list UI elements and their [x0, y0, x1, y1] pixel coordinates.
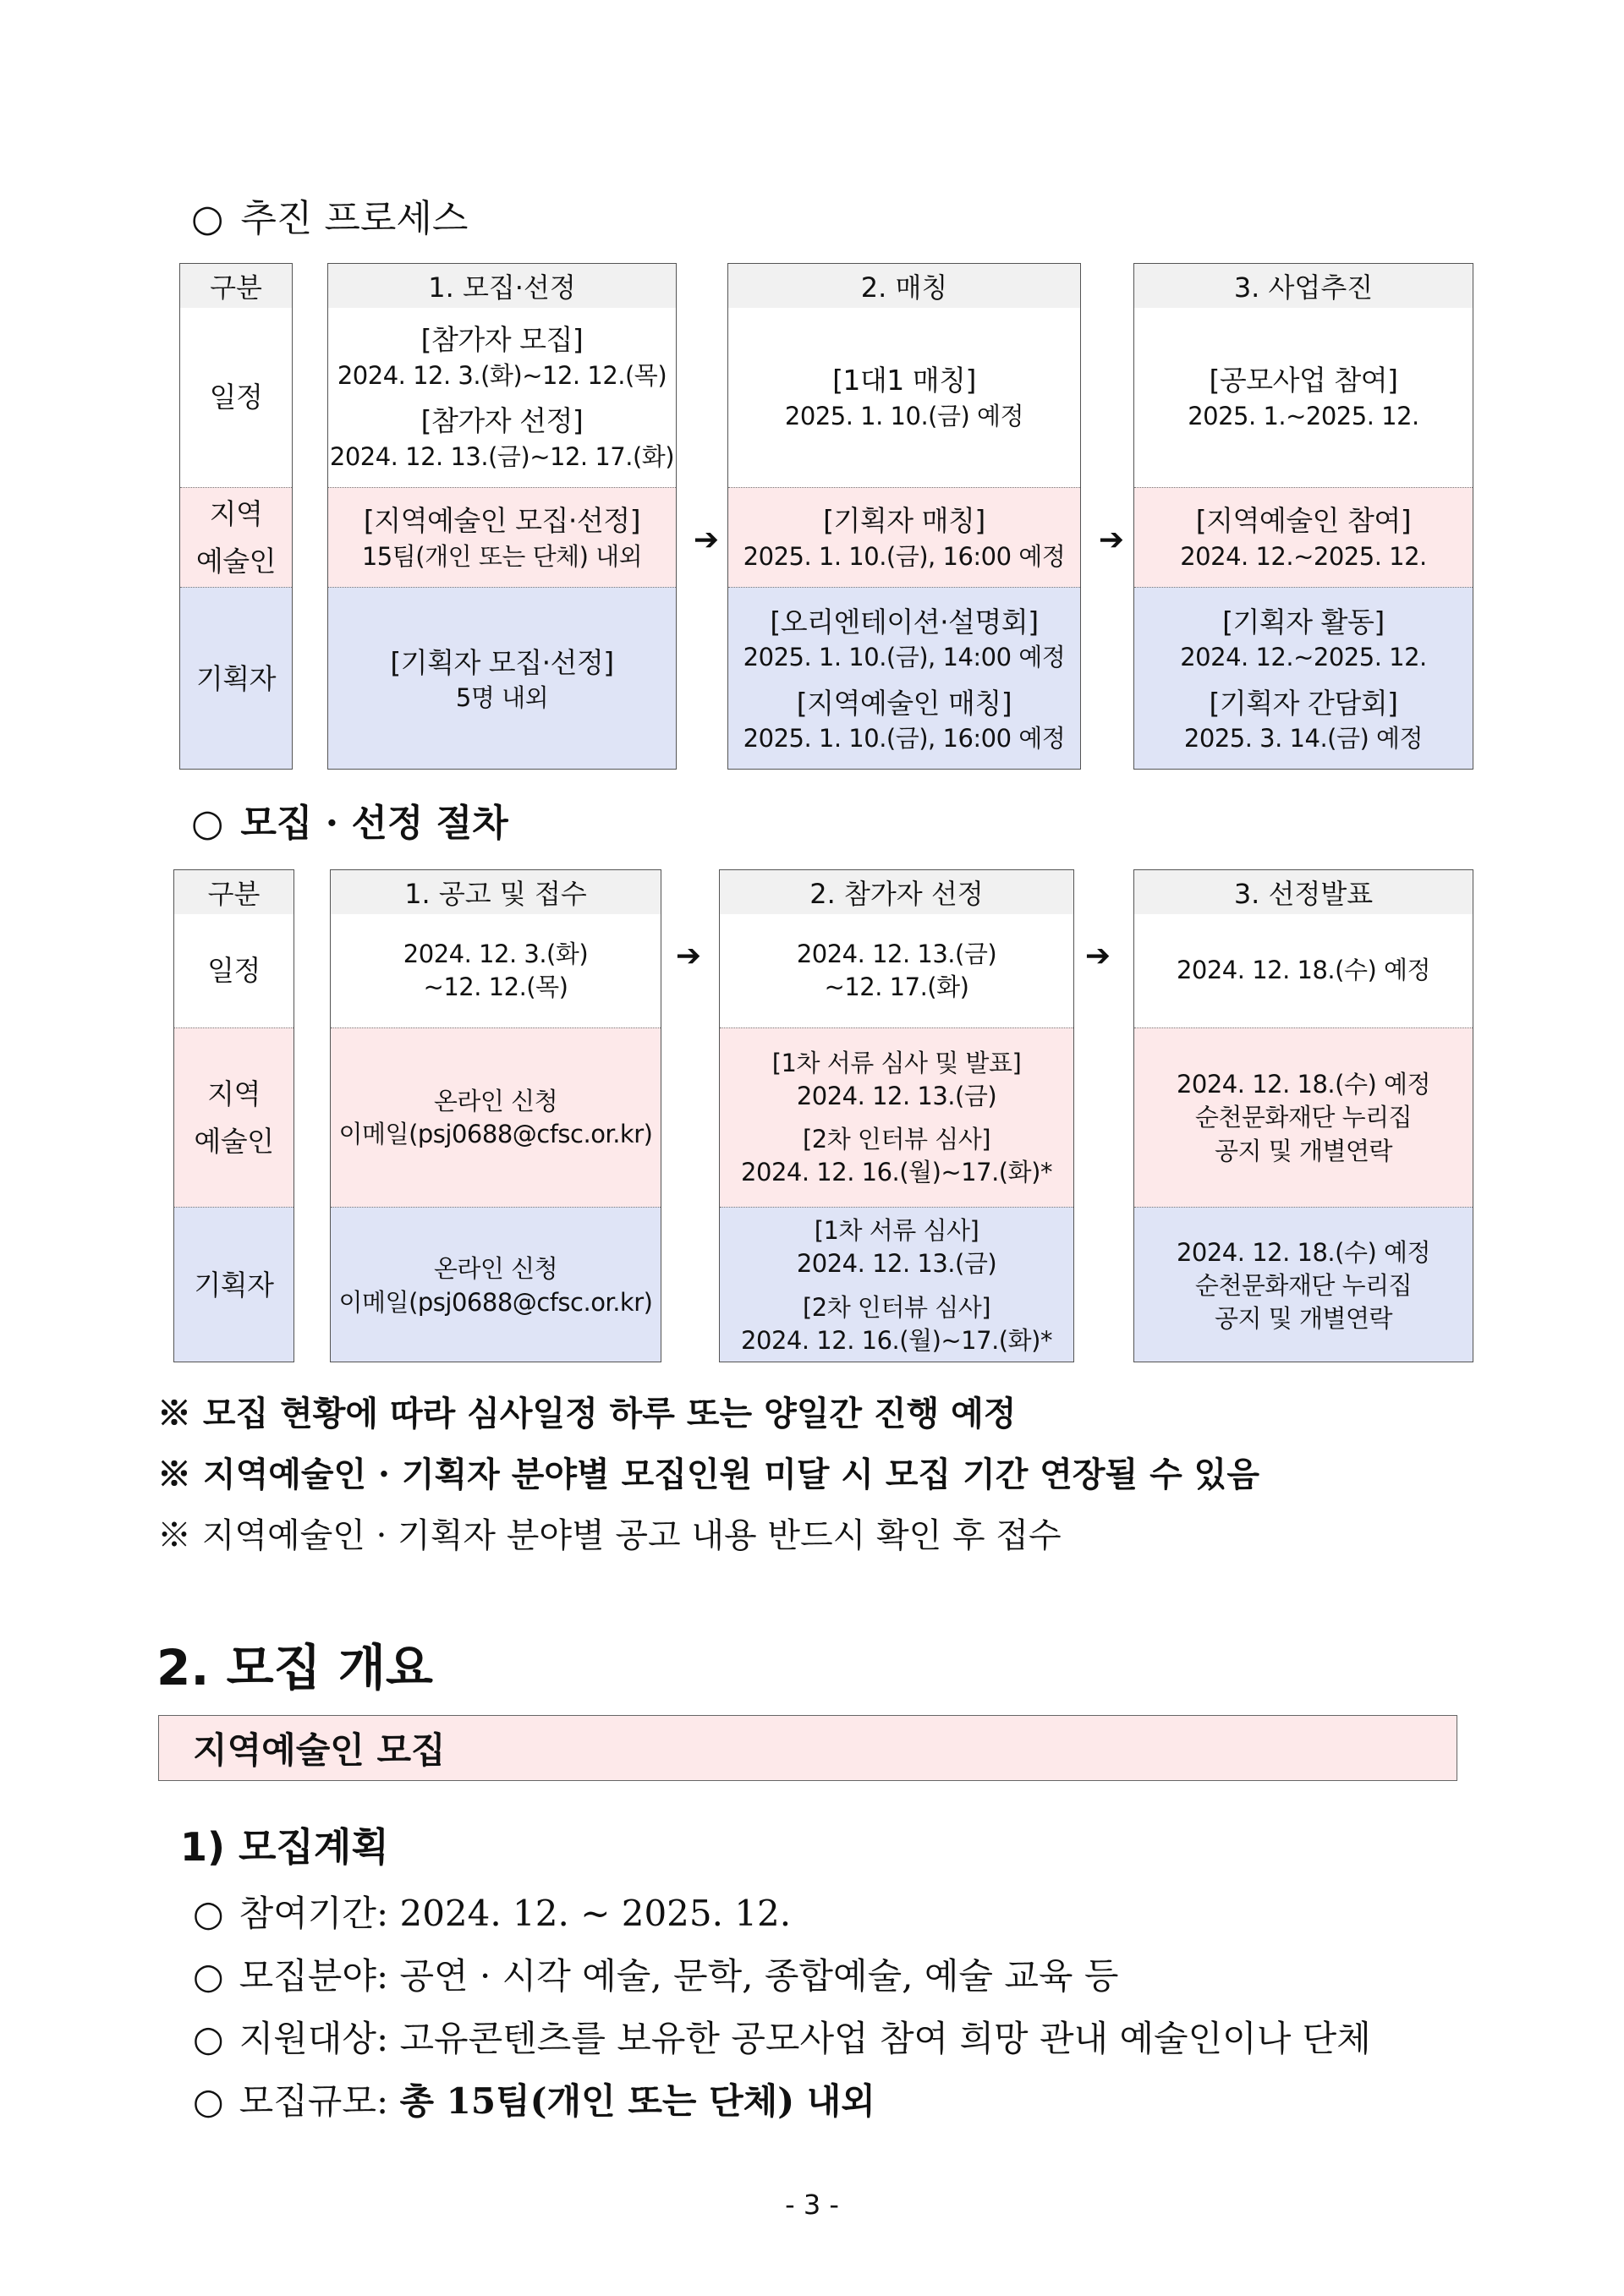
selection-col2-schedule: 2024. 12. 13.(금) ~12. 17.(화)	[720, 914, 1073, 1027]
arrow-right-icon: ➔	[693, 523, 720, 557]
selection-column-notice	[330, 869, 661, 1362]
section-title: 2. 모집 개요	[156, 1639, 433, 1696]
circle-bullet-icon: ○	[193, 1955, 224, 1997]
process-label-header: 구분	[180, 264, 292, 309]
note-extension: ※ 지역예술인 · 기획자 분야별 모집인원 미달 시 모집 기간 연장될 수 있음	[157, 1455, 1259, 1494]
subsection-title: 1) 모집계획	[180, 1824, 389, 1870]
process-col3-planner: [기획자 활동] 2024. 12.~2025. 12. [기획자 간담회] 2025. 3. 14.(금) 예정	[1134, 587, 1473, 770]
note-schedule: ※ 모집 현황에 따라 심사일정 하루 또는 양일간 진행 예정	[157, 1394, 1017, 1433]
process-col1-artist: [지역예술인 모집·선정] 15팀(개인 또는 단체) 내외	[328, 487, 676, 588]
selection-row-label-schedule: 일정	[174, 914, 294, 1027]
process-row-label-planner: 기획자	[180, 587, 292, 770]
selection-col2-artist: [1차 서류 심사 및 발표] 2024. 12. 13.(금) [2차 인터뷰 심사] 2024. 12. 16.(월)~17.(화)*	[720, 1027, 1073, 1208]
arrow-right-icon: ➔	[675, 939, 702, 973]
arrow-right-icon: ➔	[1084, 939, 1111, 973]
selection-column-announcement	[1133, 869, 1473, 1362]
process-col1-title: 1. 모집·선정	[328, 264, 676, 309]
artist-recruit-bar: 지역예술인 모집	[158, 1715, 1457, 1781]
list-item: ○ 지원대상: 고유콘텐츠를 보유한 공모사업 참여 희망 관내 예술인이나 단체	[193, 2018, 1371, 2059]
circle-bullet-icon: ○	[191, 802, 224, 845]
list-item: ○ 모집분야: 공연 · 시각 예술, 문학, 종합예술, 예술 교육 등	[193, 1955, 1119, 1997]
process-row-label-schedule: 일정	[180, 308, 292, 487]
process-column-execution	[1133, 263, 1473, 770]
selection-column-screening	[719, 869, 1074, 1362]
process-row-label-artist: 지역 예술인	[180, 487, 292, 588]
selection-col1-planner: 온라인 신청 이메일(psj0688@cfsc.or.kr)	[331, 1207, 661, 1362]
process-col2-schedule: [1대1 매칭] 2025. 1. 10.(금) 예정	[728, 308, 1080, 487]
page-number: - 3 -	[785, 2189, 839, 2221]
process-col3-artist: [지역예술인 참여] 2024. 12.~2025. 12.	[1134, 487, 1473, 588]
process-col3-schedule: [공모사업 참여] 2025. 1.~2025. 12.	[1134, 308, 1473, 487]
arrow-right-icon: ➔	[1098, 523, 1125, 557]
selection-col1-artist: 온라인 신청 이메일(psj0688@cfsc.or.kr)	[331, 1027, 661, 1208]
list-item: ○ 모집규모: 총 15팀(개인 또는 단체) 내외	[193, 2080, 875, 2122]
process-column-recruit	[327, 263, 677, 770]
selection-col3-schedule: 2024. 12. 18.(수) 예정	[1134, 914, 1473, 1027]
circle-bullet-icon: ○	[193, 2080, 224, 2122]
circle-bullet-icon: ○	[191, 197, 224, 240]
selection-label-header: 구분	[174, 870, 294, 915]
circle-bullet-icon: ○	[193, 2018, 224, 2059]
process-col1-planner: [기획자 모집·선정] 5명 내외	[328, 587, 676, 770]
selection-col1-schedule: 2024. 12. 3.(화) ~12. 12.(목)	[331, 914, 661, 1027]
list-item: ○ 참여기간: 2024. 12. ~ 2025. 12.	[193, 1893, 792, 1934]
process-label-column	[179, 263, 293, 770]
process-heading: ○ 추진 프로세스	[191, 197, 469, 240]
selection-col2-title: 2. 참가자 선정	[720, 870, 1073, 915]
selection-row-label-artist: 지역 예술인	[174, 1027, 294, 1208]
selection-col1-title: 1. 공고 및 접수	[331, 870, 661, 915]
process-col3-title: 3. 사업추진	[1134, 264, 1473, 309]
process-col2-title: 2. 매칭	[728, 264, 1080, 309]
selection-col2-planner: [1차 서류 심사] 2024. 12. 13.(금) [2차 인터뷰 심사] 2024. 12. 16.(월)~17.(화)*	[720, 1207, 1073, 1362]
process-col1-schedule: [참가자 모집] 2024. 12. 3.(화)~12. 12.(목) [참가자 선정] 2024. 12. 13.(금)~12. 17.(화)	[328, 308, 676, 487]
process-column-matching	[727, 263, 1081, 770]
process-col2-artist: [기획자 매칭] 2025. 1. 10.(금), 16:00 예정	[728, 487, 1080, 588]
selection-col3-planner: 2024. 12. 18.(수) 예정 순천문화재단 누리집 공지 및 개별연락	[1134, 1207, 1473, 1362]
selection-heading: ○ 모집 · 선정 절차	[191, 802, 508, 845]
circle-bullet-icon: ○	[193, 1893, 224, 1934]
selection-row-label-planner: 기획자	[174, 1207, 294, 1362]
selection-col3-artist: 2024. 12. 18.(수) 예정 순천문화재단 누리집 공지 및 개별연락	[1134, 1027, 1473, 1208]
note-check: ※ 지역예술인 · 기획자 분야별 공고 내용 반드시 확인 후 접수	[157, 1516, 1062, 1555]
process-col2-planner: [오리엔테이션·설명회] 2025. 1. 10.(금), 14:00 예정 [지역예술인 매칭] 2025. 1. 10.(금), 16:00 예정	[728, 587, 1080, 770]
selection-col3-title: 3. 선정발표	[1134, 870, 1473, 915]
selection-label-column	[173, 869, 294, 1362]
